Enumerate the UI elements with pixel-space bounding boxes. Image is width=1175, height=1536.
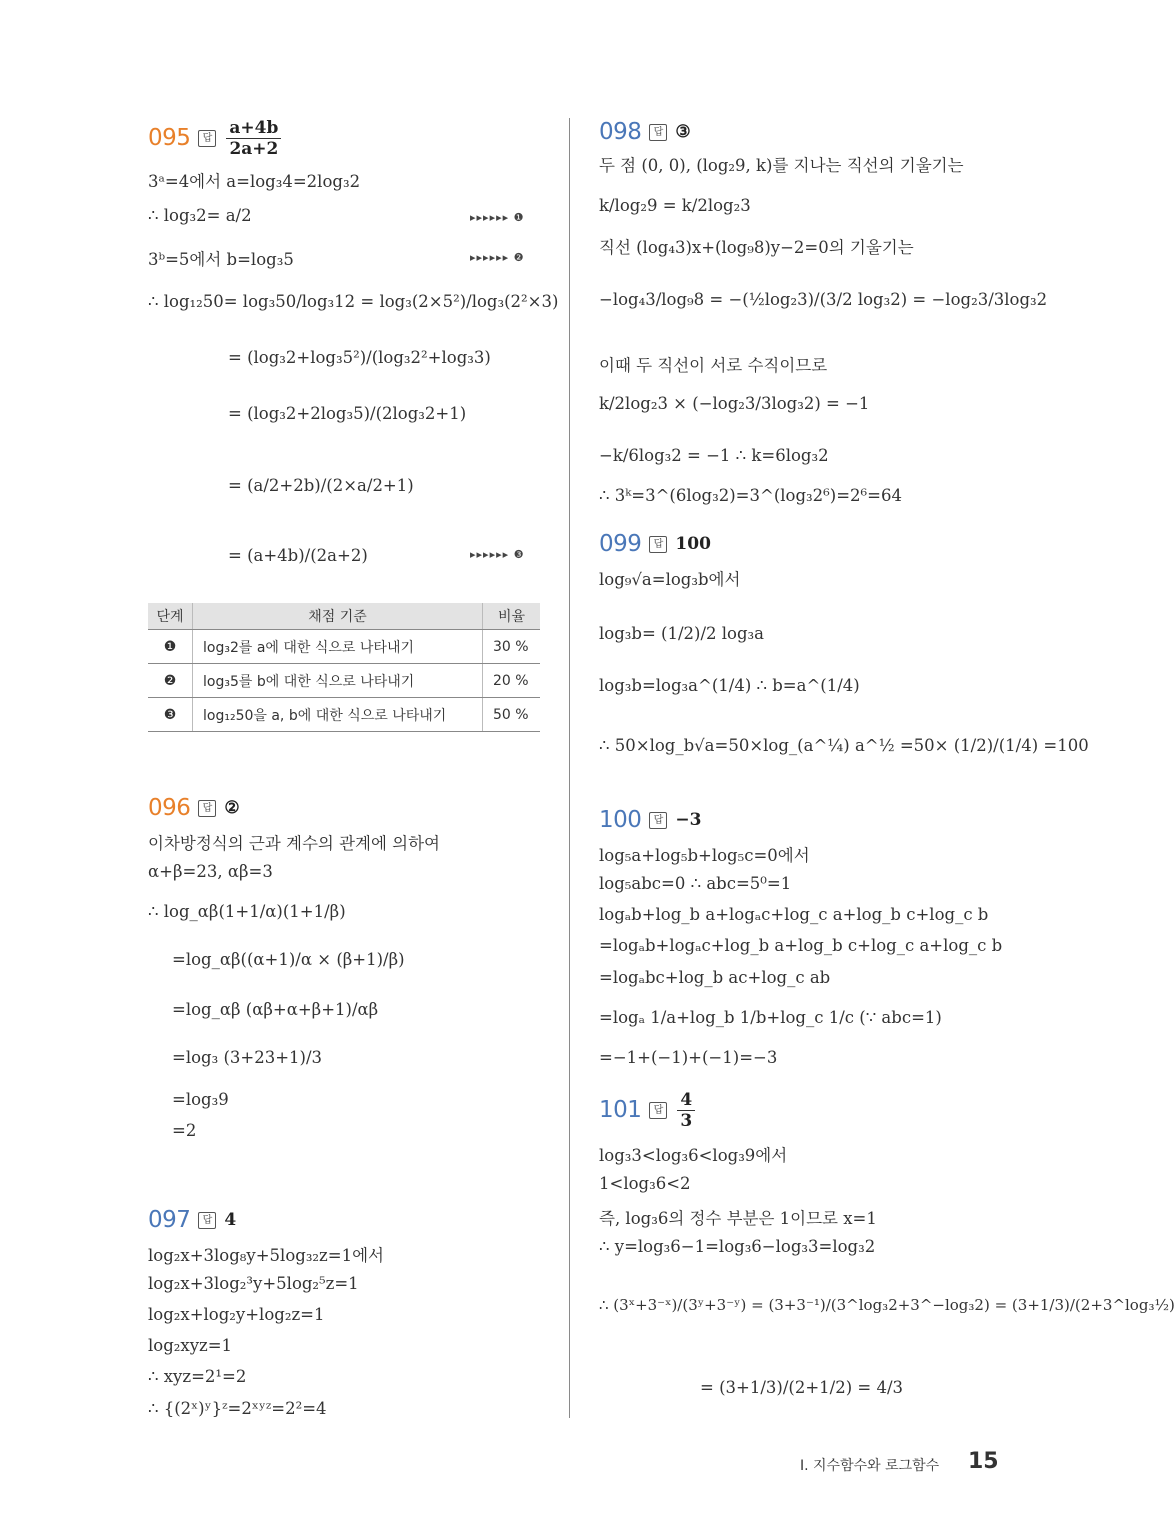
answer: ③ — [675, 122, 691, 142]
p098-line-2: k/log₂9 = k/2log₂3 — [599, 196, 751, 215]
table-row: ❸ log₁₂50을 a, b에 대한 식으로 나타내기 50 % — [148, 698, 540, 732]
p098-line-3: 직선 (log₄3)x+(log₉8)y−2=0의 기울기는 — [599, 238, 914, 257]
answer-icon: 답 — [198, 800, 216, 817]
p101-line-6: = (3+1/3)/(2+1/2) = 4/3 — [700, 1378, 904, 1397]
problem-095-header — [148, 118, 543, 158]
p096-line-2: α+β=23, αβ=3 — [148, 862, 273, 881]
p100-line-3: logₐb+log_b a+logₐc+log_c a+log_b c+log_c b — [599, 905, 989, 924]
p097-line-2: log₂x+3log₂³y+5log₂⁵z=1 — [148, 1274, 359, 1293]
p101-line-1: log₃3<log₃6<log₃9에서 — [599, 1146, 788, 1165]
problem-number: 099 — [599, 531, 642, 557]
answer: 100 — [675, 534, 711, 554]
answer-icon: 답 — [198, 130, 216, 147]
p101-line-5: ∴ (3ˣ+3⁻ˣ)/(3ʸ+3⁻ʸ) = (3+3⁻¹)/(3^log₃2+3^−log₃2) = (3+1/3)/(2+3^log₃½) — [599, 1296, 1175, 1314]
column-divider — [569, 118, 570, 1418]
p096-line-3: ∴ log_αβ(1+1/α)(1+1/β) — [148, 902, 346, 921]
p099-line-2: log₃b= (1/2)/2 log₃a — [599, 624, 764, 643]
p097-line-5: ∴ xyz=2¹=2 — [148, 1367, 247, 1386]
p099-line-3: log₃b=log₃a^(1/4) ∴ b=a^(1/4) — [599, 676, 860, 695]
p100-line-4: =logₐb+logₐc+log_b a+log_b c+log_c a+log_c b — [599, 936, 1003, 955]
p096-line-7: =log₃9 — [172, 1090, 229, 1109]
p095-line-6: = (log₃2+2log₃5)/(2log₃2+1) — [228, 404, 467, 423]
p101-line-4: ∴ y=log₃6−1=log₃6−log₃3=log₃2 — [599, 1237, 876, 1256]
answer-icon: 답 — [649, 812, 667, 829]
p100-line-7: =−1+(−1)+(−1)=−3 — [599, 1048, 778, 1067]
p099-line-4: ∴ 50×log_b√a=50×log_(a^¼) a^½ =50× (1/2)/(1/4) =100 — [599, 736, 1089, 755]
problem-number: 101 — [599, 1097, 642, 1123]
p101-line-2: 1<log₃6<2 — [599, 1174, 691, 1193]
p095-line-7: = (a/2+2b)/(2×a/2+1) — [228, 476, 414, 495]
problem-number: 096 — [148, 795, 191, 821]
p097-line-3: log₂x+log₂y+log₂z=1 — [148, 1305, 325, 1324]
problem-099 — [599, 524, 711, 564]
table-header-step: 단계 — [148, 603, 193, 630]
p095-line-1: 3ᵃ=4에서 a=log₃4=2log₃2 — [148, 172, 361, 191]
problem-number: 100 — [599, 807, 642, 833]
p098-line-7: −k/6log₃2 = −1 ∴ k=6log₃2 — [599, 446, 829, 465]
p097-line-4: log₂xyz=1 — [148, 1336, 233, 1355]
problem-097 — [148, 1200, 236, 1240]
p096-line-4: =log_αβ((α+1)/α × (β+1)/β) — [172, 950, 405, 969]
p100-line-5: =logₐbc+log_b ac+log_c ab — [599, 968, 831, 987]
step-marker-2: ▸▸▸▸▸▸ ❷ — [470, 251, 525, 264]
p095-line-4: ∴ log₁₂50= log₃50/log₃12 = log₃(2×5²)/log₃(2²×3) — [148, 292, 559, 311]
problem-number: 098 — [599, 119, 642, 145]
p097-line-6: ∴ {(2ˣ)ʸ}ᶻ=2ˣʸᶻ=2²=4 — [148, 1399, 327, 1418]
p098-line-6: k/2log₂3 × (−log₂3/3log₃2) = −1 — [599, 394, 870, 413]
p101-line-3: 즉, log₃6의 정수 부분은 1이므로 x=1 — [599, 1209, 877, 1228]
table-header-ratio: 비율 — [483, 603, 541, 630]
answer: 4 — [224, 1210, 237, 1230]
page-number: 15 — [968, 1449, 999, 1474]
section-title: I. 지수함수와 로그함수 — [800, 1458, 940, 1474]
p098-line-1: 두 점 (0, 0), (log₂9, k)를 지나는 직선의 기울기는 — [599, 156, 964, 175]
p096-line-6: =log₃ (3+23+1)/3 — [172, 1048, 323, 1067]
p096-line-1: 이차방정식의 근과 계수의 관계에 의하여 — [148, 834, 440, 853]
p096-line-8: =2 — [172, 1121, 197, 1140]
problem-095 — [148, 118, 543, 158]
p098-line-5: 이때 두 직선이 서로 수직이므로 — [599, 356, 828, 375]
answer-icon: 답 — [649, 124, 667, 141]
p099-line-1: log₉√a=log₃b에서 — [599, 570, 741, 589]
answer: $\frac{4}{3}$ — [677, 1090, 695, 1131]
answer: ② — [224, 798, 240, 818]
p100-line-6: =logₐ 1/a+log_b 1/b+log_c 1/c (∵ abc=1) — [599, 1008, 942, 1027]
p095-line-2: ∴ log₃2= a/2 — [148, 206, 252, 225]
problem-number: 095 — [148, 125, 191, 151]
p097-line-1: log₂x+3log₈y+5log₃₂z=1에서 — [148, 1246, 384, 1265]
table-row: ❷ log₃5를 b에 대한 식으로 나타내기 20 % — [148, 664, 540, 698]
p095-line-8: = (a+4b)/(2a+2) — [228, 546, 368, 565]
step-marker-3: ▸▸▸▸▸▸ ❸ — [470, 548, 525, 561]
scoring-table — [148, 603, 540, 732]
answer: $\frac{a+4b}{2a+2}$ — [226, 118, 281, 159]
answer: −3 — [675, 810, 702, 830]
step-marker-1: ▸▸▸▸▸▸ ❶ — [470, 211, 525, 224]
problem-096 — [148, 788, 240, 828]
problem-100 — [599, 800, 701, 840]
table-header-criteria: 채점 기준 — [193, 603, 483, 630]
answer-icon: 답 — [649, 536, 667, 553]
problem-098 — [599, 112, 691, 152]
p096-line-5: =log_αβ (αβ+α+β+1)/αβ — [172, 1000, 379, 1019]
p098-line-8: ∴ 3ᵏ=3^(6log₃2)=3^(log₃2⁶)=2⁶=64 — [599, 486, 902, 505]
p095-line-5: = (log₃2+log₃5²)/(log₃2²+log₃3) — [228, 348, 491, 367]
p100-line-1: log₅a+log₅b+log₅c=0에서 — [599, 846, 810, 865]
p095-line-3: 3ᵇ=5에서 b=log₃5 — [148, 250, 294, 269]
answer-icon: 답 — [649, 1102, 667, 1119]
problem-101 — [599, 1090, 697, 1130]
p098-line-4: −log₄3/log₉8 = −(½log₂3)/(3/2 log₃2) = −log₂3/3log₃2 — [599, 290, 1048, 309]
p100-line-2: log₅abc=0 ∴ abc=5⁰=1 — [599, 874, 792, 893]
answer-icon: 답 — [198, 1212, 216, 1229]
problem-number: 097 — [148, 1207, 191, 1233]
table-row: ❶ log₃2를 a에 대한 식으로 나타내기 30 % — [148, 630, 540, 664]
